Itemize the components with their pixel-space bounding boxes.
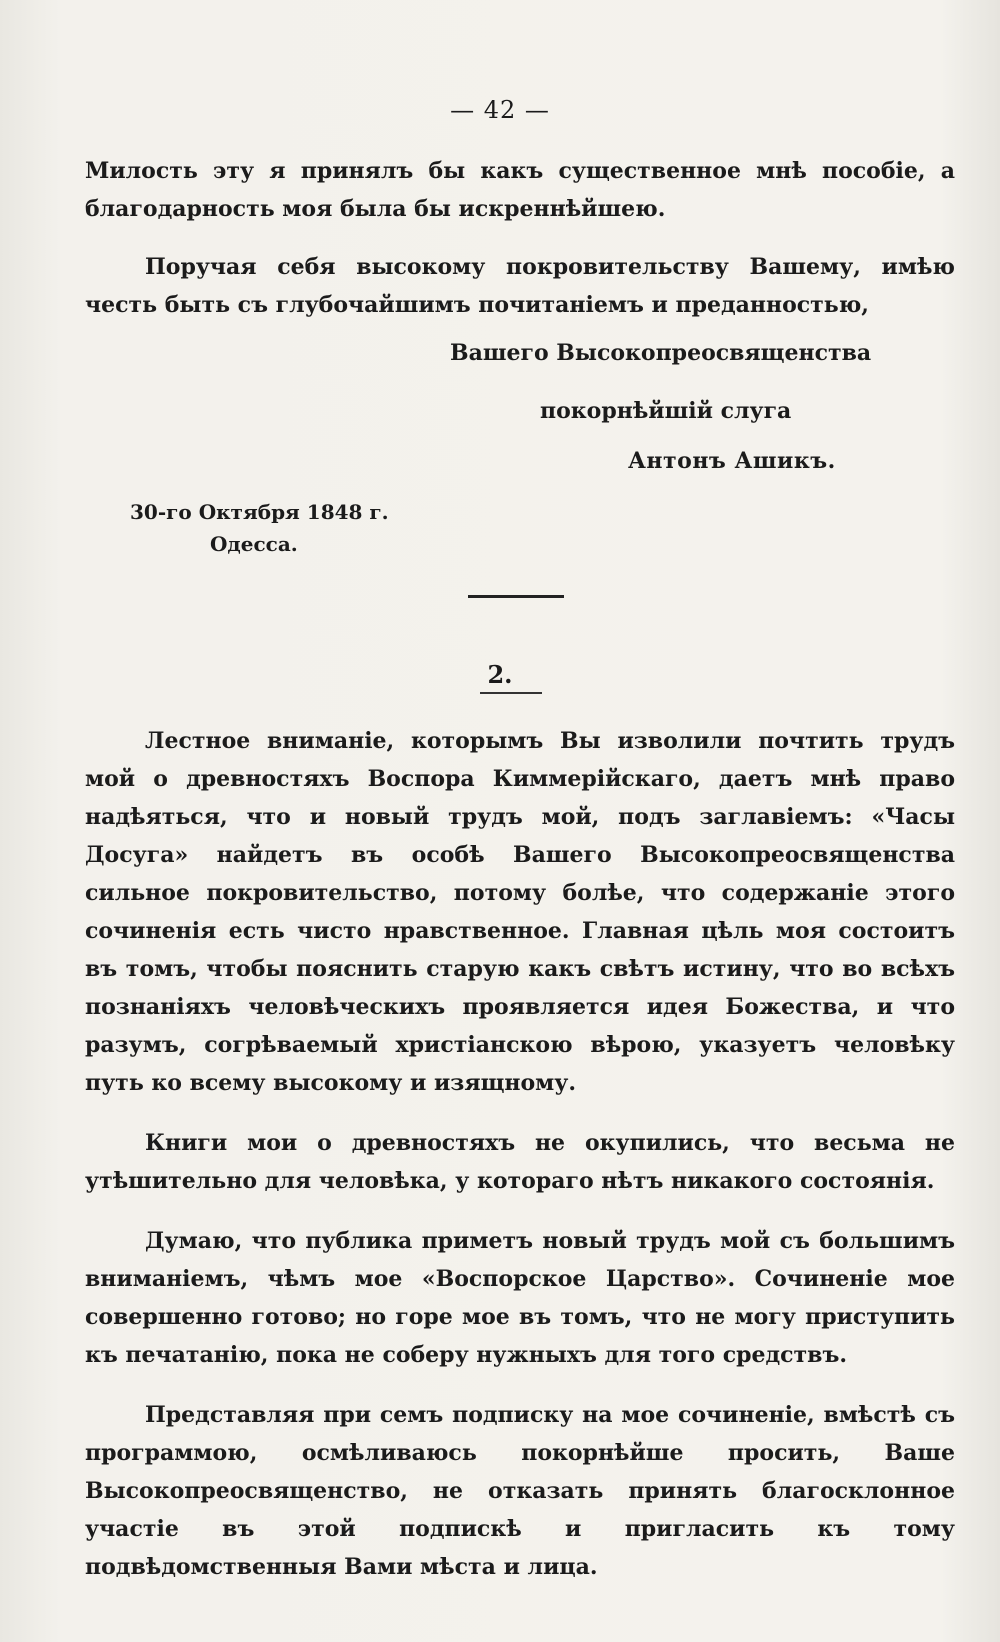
page-number: — 42 — [450, 96, 550, 124]
paragraph: Лестное вниманіе, которымъ Вы изволили почтить трудъ мой о древностяхъ Воспора Киммерійскаго, даетъ мнѣ право надѣяться, что и новый трудъ мой, подъ заглавіемъ: «Часы Досуга» найдетъ въ особѣ Вашего Высокопреосвященства сильное покровительство, потому болѣе, что содержаніе этого сочиненія есть чисто нравственное. Главная цѣль моя состоитъ въ томъ, чтобы пояснить старую какъ свѣтъ истину, что во всѣхъ познаніяхъ человѣческихъ проявляется идея Божества, и что разумъ, согрѣваемый христіанскою вѣрою, указуетъ человѣку путь ко всему высокому и изящному. [85, 728, 955, 1096]
letter-1-body [85, 152, 955, 324]
letter-date: 30-го Октября 1848 г. [130, 500, 389, 524]
closing-salutation: Вашего Высокопреосвященства [450, 340, 872, 366]
section-number: 2. [487, 660, 513, 689]
paragraph: Думаю, что публика приметъ новый трудъ мой съ большимъ вниманіемъ, чѣмъ мое «Воспорское Царство». Сочиненіе мое совершенно готово; но горе мое въ томъ, что не могу приступить къ печатанію, пока не соберу нужныхъ для того средствъ. [85, 1228, 955, 1368]
letter-2-body [85, 722, 955, 1586]
paragraph: Представляя при семъ подписку на мое сочиненіе, вмѣстѣ съ программою, осмѣливаюсь покорнѣйше просить, Ваше Высокопреосвященство, не отказать принять благосклонное участіе въ этой подпискѣ и пригласить къ тому подвѣдомственныя Вами мѣста и лица. [85, 1402, 955, 1580]
section-divider [468, 595, 564, 598]
paragraph: Книги мои о древностяхъ не окупились, что весьма не утѣшительно для человѣка, у котораго нѣтъ никакого состоянія. [85, 1130, 955, 1194]
letter-place: Одесса. [210, 532, 298, 556]
signature: Антонъ Ашикъ. [628, 448, 836, 474]
paragraph: Поручая себя высокому покровительству Вашему, имѣю честь быть съ глубочайшимъ почитаніемъ и преданностью, [85, 254, 955, 318]
section-number-underline [480, 692, 542, 694]
closing-servant: покорнѣйшій слуга [540, 398, 792, 424]
paragraph: Милость эту я принялъ бы какъ существенное мнѣ пособіе, а благодарность моя была бы искреннѣйшею. [85, 158, 955, 222]
